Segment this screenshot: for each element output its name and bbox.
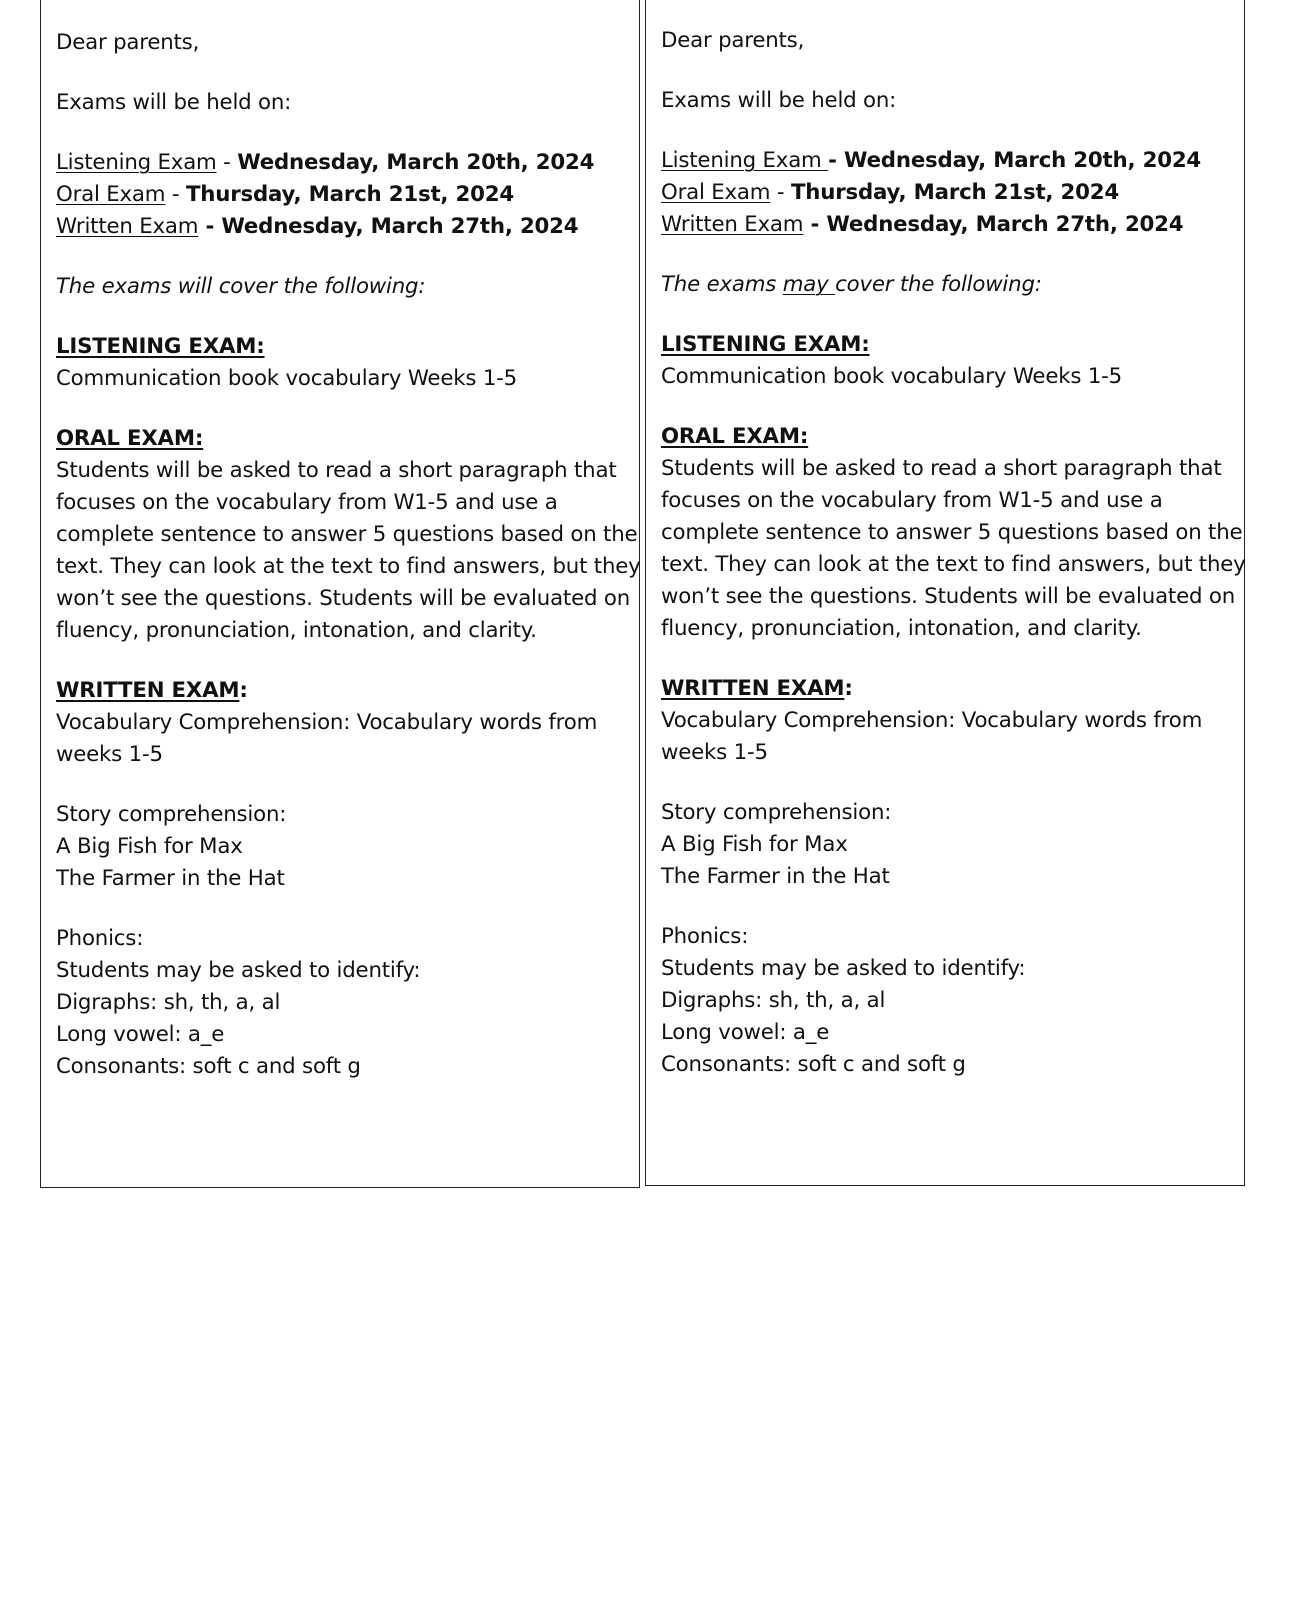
phonics-line: Phonics:	[56, 926, 144, 951]
oral-line: focuses on the vocabulary from W1-5 and use a	[56, 490, 558, 515]
intro-text: Exams will be held on:	[661, 88, 897, 113]
story-line: Story comprehension:	[661, 800, 892, 825]
notice-panel-right	[645, 0, 1245, 1186]
oral-line: won’t see the questions. Students will be evaluated on	[56, 586, 630, 611]
exam-name: Oral Exam	[661, 180, 771, 205]
listening-heading: LISTENING EXAM:	[661, 332, 870, 357]
notice-content	[661, 25, 1246, 1081]
phonics-line: Long vowel: a_e	[661, 1020, 830, 1045]
exam-name: Written Exam	[661, 212, 804, 237]
story-line: A Big Fish for Max	[56, 834, 243, 859]
story-line: Story comprehension:	[56, 802, 287, 827]
oral-line: fluency, pronunciation, intonation, and clarity.	[56, 618, 537, 643]
exam-name: Listening Exam	[56, 150, 217, 175]
phonics-line: Long vowel: a_e	[56, 1022, 225, 1047]
greeting: Dear parents,	[661, 28, 805, 53]
cover-intro: The exams may cover the following:	[661, 272, 1042, 297]
written-line: Vocabulary Comprehension: Vocabulary words from	[56, 710, 598, 735]
oral-line: text. They can look at the text to find answers, but they	[56, 554, 641, 579]
oral-line: focuses on the vocabulary from W1-5 and use a	[661, 488, 1163, 513]
phonics-line: Consonants: soft c and soft g	[56, 1054, 361, 1079]
exam-date-written: Written Exam - Wednesday, March 27th, 2024	[56, 214, 579, 239]
exam-date-listening: Listening Exam - Wednesday, March 20th, 2024	[56, 150, 595, 175]
listening-heading: LISTENING EXAM:	[56, 334, 265, 359]
exam-date: Thursday, March 21st, 2024	[185, 182, 515, 207]
phonics-line: Students may be asked to identify:	[56, 958, 421, 983]
phonics-line: Phonics:	[661, 924, 749, 949]
phonics-line: Consonants: soft c and soft g	[661, 1052, 966, 1077]
notice-panel-left	[40, 0, 640, 1188]
listening-text: Communication book vocabulary Weeks 1-5	[661, 364, 1123, 389]
notice-content	[56, 27, 641, 1083]
oral-line: complete sentence to answer 5 questions based on the	[56, 522, 638, 547]
oral-line: fluency, pronunciation, intonation, and clarity.	[661, 616, 1142, 641]
oral-line: complete sentence to answer 5 questions based on the	[661, 520, 1243, 545]
exam-date-written: Written Exam - Wednesday, March 27th, 2024	[661, 212, 1184, 237]
exam-name: Oral Exam	[56, 182, 166, 207]
cover-intro: The exams will cover the following:	[56, 274, 426, 299]
oral-line: won’t see the questions. Students will be evaluated on	[661, 584, 1235, 609]
phonics-line: Students may be asked to identify:	[661, 956, 1026, 981]
oral-line: Students will be asked to read a short paragraph that	[56, 458, 617, 483]
greeting: Dear parents,	[56, 30, 200, 55]
exam-date-listening: Listening Exam - Wednesday, March 20th, 2024	[661, 148, 1202, 173]
exam-date: Thursday, March 21st, 2024	[790, 180, 1120, 205]
exam-date: Wednesday, March 27th, 2024	[826, 212, 1184, 237]
oral-heading: ORAL EXAM:	[56, 426, 204, 451]
exam-date-oral: Oral Exam - Thursday, March 21st, 2024	[56, 182, 515, 207]
phonics-line: Digraphs: sh, th, a, al	[56, 990, 281, 1015]
written-line: Vocabulary Comprehension: Vocabulary words from	[661, 708, 1203, 733]
written-line: weeks 1-5	[661, 740, 768, 765]
story-line: The Farmer in the Hat	[56, 866, 285, 891]
exam-date: Wednesday, March 20th, 2024	[844, 148, 1202, 173]
story-line: The Farmer in the Hat	[661, 864, 890, 889]
exam-name: Written Exam	[56, 214, 199, 239]
exam-date: Wednesday, March 27th, 2024	[221, 214, 579, 239]
written-heading: WRITTEN EXAM:	[56, 678, 248, 703]
oral-line: Students will be asked to read a short paragraph that	[661, 456, 1222, 481]
listening-text: Communication book vocabulary Weeks 1-5	[56, 366, 518, 391]
exam-date: Wednesday, March 20th, 2024	[237, 150, 595, 175]
exam-name: Listening Exam	[661, 148, 829, 173]
phonics-line: Digraphs: sh, th, a, al	[661, 988, 886, 1013]
written-heading: WRITTEN EXAM:	[661, 676, 853, 701]
oral-heading: ORAL EXAM:	[661, 424, 809, 449]
intro-text: Exams will be held on:	[56, 90, 292, 115]
exam-date-oral: Oral Exam - Thursday, March 21st, 2024	[661, 180, 1120, 205]
story-line: A Big Fish for Max	[661, 832, 848, 857]
written-line: weeks 1-5	[56, 742, 163, 767]
oral-line: text. They can look at the text to find answers, but they	[661, 552, 1246, 577]
